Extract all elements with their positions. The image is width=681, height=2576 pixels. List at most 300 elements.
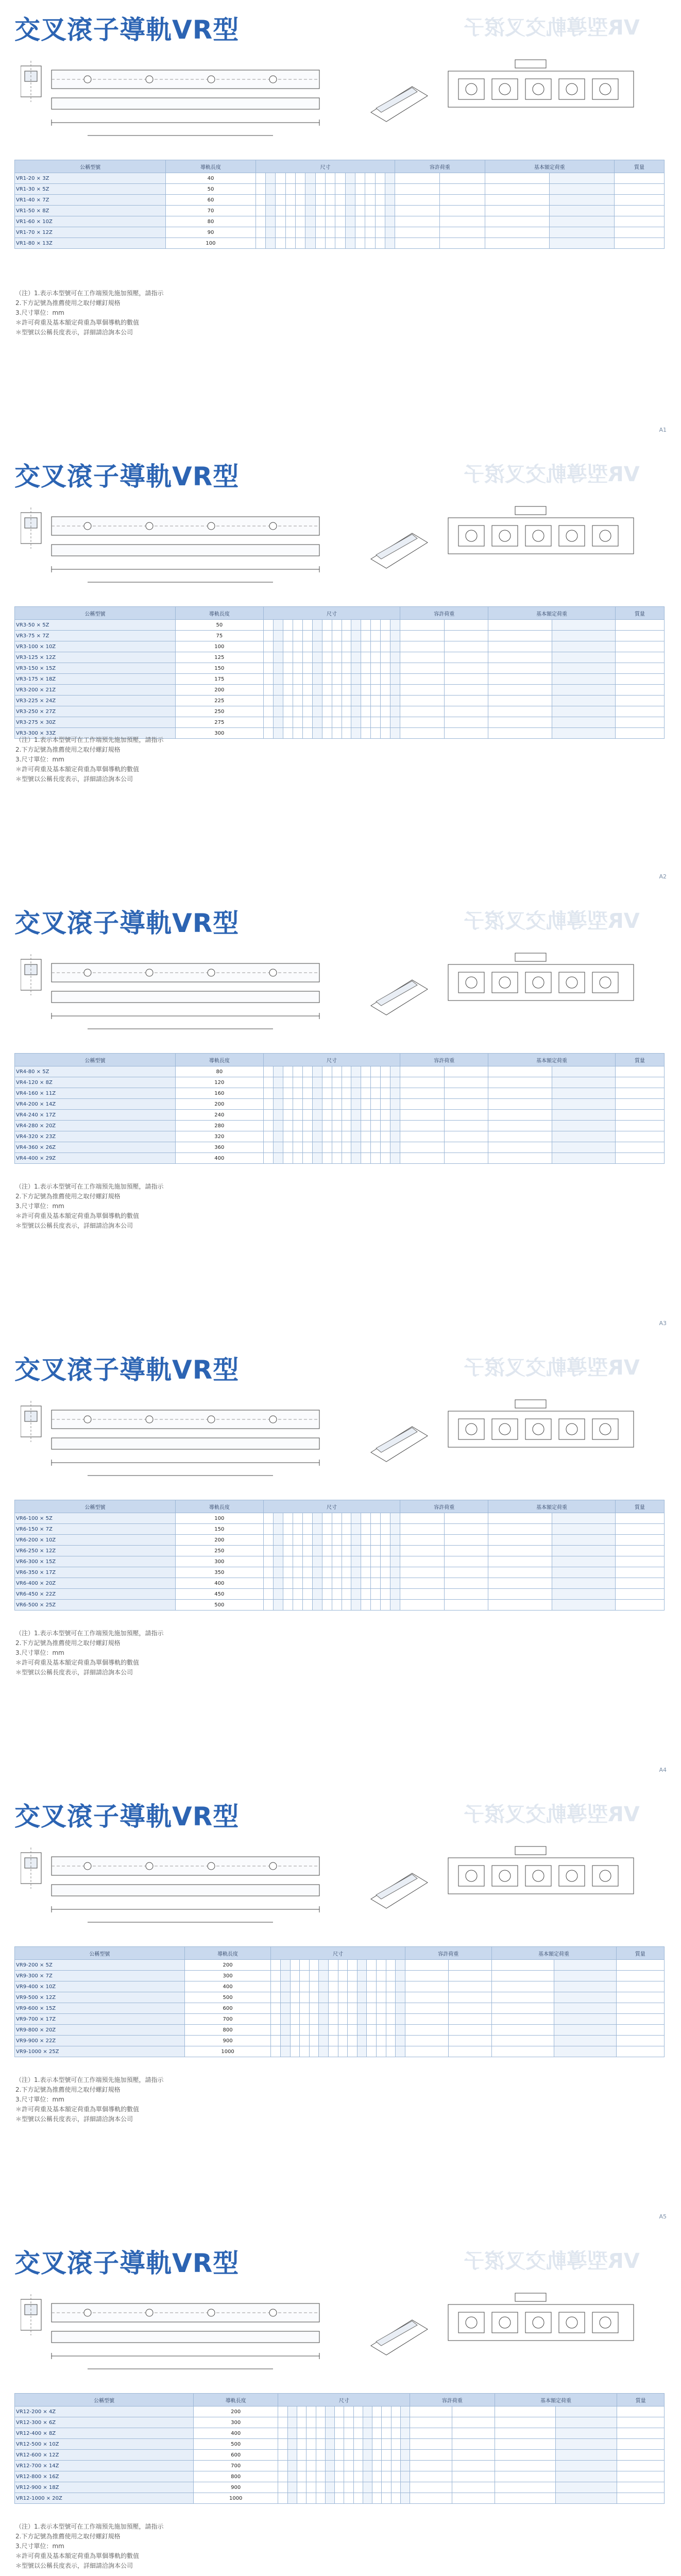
- model-cell: VR4-80 × 5Z: [15, 1066, 176, 1077]
- spec-cell: [332, 1513, 342, 1524]
- table-row: [15, 2025, 665, 2036]
- spec-cell: [363, 2471, 372, 2482]
- catalog-section: [0, 1787, 681, 2233]
- spec-cell: [400, 2493, 410, 2504]
- spec-cell: [615, 1535, 664, 1546]
- spec-cell: [335, 2450, 344, 2461]
- spec-cell: [293, 1524, 302, 1535]
- model-cell: VR6-250 × 12Z: [15, 1546, 176, 1556]
- page-number: A4: [659, 1767, 667, 1773]
- spec-cell: [390, 1535, 400, 1546]
- spec-cell: [400, 1546, 444, 1556]
- header-length: 導軌長度: [184, 1947, 271, 1960]
- model-cell: VR9-200 × 5Z: [15, 1960, 185, 1971]
- spec-cell: [293, 1546, 302, 1556]
- spec-cell: [332, 1578, 342, 1589]
- model-cell: VR1-40 × 7Z: [15, 195, 166, 206]
- spec-cell: [390, 1142, 400, 1153]
- table-row: [15, 1121, 665, 1131]
- note-line: 3.尺寸單位：mm: [15, 2096, 64, 2103]
- spec-cell: [312, 1088, 322, 1099]
- spec-cell: [357, 2046, 367, 2057]
- table-row: [15, 1524, 665, 1535]
- technical-drawings: [21, 2284, 665, 2387]
- spec-cell: [312, 1121, 322, 1131]
- spec-cell: [390, 1088, 400, 1099]
- spec-cell: [285, 184, 295, 195]
- spec-cell: [353, 2450, 363, 2461]
- spec-cell: [293, 1131, 302, 1142]
- spec-cell: [302, 1513, 312, 1524]
- spec-cell: [332, 1110, 342, 1121]
- spec-cell: [300, 2036, 310, 2046]
- header-model: 公稱型號: [15, 607, 176, 620]
- spec-cell: [293, 696, 302, 706]
- spec-cell: [297, 2428, 306, 2439]
- spec-cell: [307, 2482, 316, 2493]
- spec-cell: [342, 674, 351, 685]
- table-row: [15, 1513, 665, 1524]
- rail-iso-detail: [371, 980, 428, 1015]
- spec-cell: [276, 216, 285, 227]
- spec-cell: [377, 1971, 386, 1981]
- spec-cell: [312, 717, 322, 728]
- spec-cell: [444, 1535, 488, 1546]
- spec-cell: [319, 1971, 329, 1981]
- header-dims: 尺寸: [278, 2394, 410, 2406]
- table-row: [15, 195, 665, 206]
- spec-cell: [367, 2046, 377, 2057]
- spec-cell: [271, 2025, 281, 2036]
- spec-cell: [444, 1131, 488, 1142]
- spec-cell: [390, 1567, 400, 1578]
- spec-cell: [342, 1556, 351, 1567]
- spec-cell: [335, 2493, 344, 2504]
- spec-cell: [400, 1110, 444, 1121]
- section-title: 交叉滾子導軌VR型: [14, 908, 240, 938]
- model-cell: VR12-1000 × 20Z: [15, 2493, 194, 2504]
- model-cell: VR3-250 × 27Z: [15, 706, 176, 717]
- spec-cell: [552, 1110, 615, 1121]
- spec-cell: [256, 195, 265, 206]
- spec-cell: [312, 1077, 322, 1088]
- spec-cell: [278, 2461, 287, 2471]
- spec-cell: [382, 2461, 391, 2471]
- spec-cell: [361, 1142, 371, 1153]
- spec-cell: [363, 2482, 372, 2493]
- spec-cell: [554, 1971, 616, 1981]
- model-cell: VR1-30 × 5Z: [15, 184, 166, 195]
- spec-cell: [361, 1535, 371, 1546]
- spec-cell: [348, 2003, 357, 2014]
- table-row: [15, 1556, 665, 1567]
- table-row: [15, 1578, 665, 1589]
- spec-cell: [293, 1142, 302, 1153]
- spec-cell: [361, 1110, 371, 1121]
- spec-cell: [382, 2417, 391, 2428]
- note-line: 2.下方記號為推薦使用之取付螺釘規格: [15, 299, 121, 307]
- spec-cell: [361, 663, 371, 674]
- spec-cell: [335, 2461, 344, 2471]
- header-rating: 基本額定荷重: [485, 160, 615, 173]
- spec-cell: [616, 2014, 664, 2025]
- section-title: 交叉滾子導軌VR型: [14, 462, 240, 492]
- spec-cell: [444, 620, 488, 631]
- spec-cell: [351, 728, 361, 739]
- spec-cell: [332, 696, 342, 706]
- spec-cell: [315, 238, 325, 249]
- spec-cell: [375, 173, 385, 184]
- spec-cell: [312, 706, 322, 717]
- spec-cell: [312, 620, 322, 631]
- spec-cell: [400, 1556, 444, 1567]
- spec-cell: [371, 1546, 381, 1556]
- spec-cell: [488, 1099, 552, 1110]
- spec-cell: [375, 216, 385, 227]
- model-cell: VR1-50 × 8Z: [15, 206, 166, 216]
- spec-cell: [285, 206, 295, 216]
- spec-cell: [302, 1535, 312, 1546]
- spec-cell: [488, 1066, 552, 1077]
- spec-cell: [273, 663, 283, 674]
- spec-cell: [302, 663, 312, 674]
- spec-cell: [265, 184, 275, 195]
- spec-cell: [302, 685, 312, 696]
- spec-cell: [263, 620, 273, 631]
- header-rating: 基本額定荷重: [488, 1054, 616, 1066]
- spec-cell: [302, 1546, 312, 1556]
- spec-cell: [400, 2417, 410, 2428]
- spec-cell: [332, 674, 342, 685]
- spec-cell: [615, 717, 664, 728]
- spec-cell: [342, 1578, 351, 1589]
- spec-cell: [488, 1131, 552, 1142]
- catalog-section: [0, 0, 681, 447]
- spec-cell: [391, 2461, 400, 2471]
- header-load: 容許荷重: [400, 1054, 488, 1066]
- spec-cell: [390, 1131, 400, 1142]
- spec-cell: [283, 685, 293, 696]
- length-cell: 80: [175, 1066, 263, 1077]
- spec-cell: [396, 1981, 405, 1992]
- spec-cell: [307, 2471, 316, 2482]
- spec-cell: [381, 706, 390, 717]
- spec-cell: [273, 674, 283, 685]
- length-cell: 450: [175, 1589, 263, 1600]
- spec-cell: [361, 1121, 371, 1131]
- rail-iso-detail: [371, 87, 428, 122]
- length-cell: 240: [175, 1110, 263, 1121]
- spec-cell: [273, 1121, 283, 1131]
- spec-cell: [315, 184, 325, 195]
- spec-cell: [448, 1992, 491, 2003]
- roller-cage-drawing: [448, 1846, 634, 1894]
- spec-cell: [312, 1567, 322, 1578]
- spec-cell: [293, 1589, 302, 1600]
- spec-cell: [351, 1546, 361, 1556]
- spec-cell: [332, 1077, 342, 1088]
- spec-cell: [550, 206, 615, 216]
- spec-cell: [283, 1110, 293, 1121]
- spec-cell: [400, 717, 444, 728]
- spec-cell: [283, 1589, 293, 1600]
- spec-cell: [410, 2450, 452, 2461]
- spec-cell: [381, 620, 390, 631]
- spec-cell: [381, 641, 390, 652]
- spec-cell: [615, 663, 664, 674]
- spec-cell: [285, 195, 295, 206]
- spec-cell: [400, 620, 444, 631]
- spec-cell: [283, 1546, 293, 1556]
- model-cell: VR3-100 × 10Z: [15, 641, 176, 652]
- spec-cell: [329, 2003, 338, 2014]
- roller-cage-drawing: [448, 1400, 634, 1447]
- spec-cell: [371, 1567, 381, 1578]
- header-rating: 基本額定荷重: [488, 1500, 616, 1513]
- spec-cell: [302, 706, 312, 717]
- spec-cell: [283, 1535, 293, 1546]
- spec-cell: [371, 663, 381, 674]
- spec-cell: [382, 2428, 391, 2439]
- model-cell: VR3-300 × 33Z: [15, 728, 176, 739]
- spec-cell: [377, 1981, 386, 1992]
- spec-cell: [351, 1121, 361, 1131]
- spec-cell: [615, 1546, 664, 1556]
- spec-cell: [371, 1131, 381, 1142]
- spec-cell: [617, 2461, 665, 2471]
- spec-cell: [615, 620, 664, 631]
- note-line: （注）1.表示本型號可在工作端預先施加預壓，請指示: [15, 2076, 164, 2083]
- length-cell: 500: [193, 2439, 278, 2450]
- spec-cell: [615, 1513, 664, 1524]
- spec-cell: [351, 696, 361, 706]
- spec-cell: [488, 620, 552, 631]
- table-row: [15, 2406, 665, 2417]
- spec-cell: [488, 685, 552, 696]
- spec-cell: [285, 173, 295, 184]
- spec-cell: [280, 1981, 290, 1992]
- spec-cell: [385, 184, 395, 195]
- spec-cell: [256, 173, 265, 184]
- spec-cell: [283, 1088, 293, 1099]
- spec-cell: [410, 2439, 452, 2450]
- spec-cell: [485, 227, 550, 238]
- spec-cell: [322, 1153, 332, 1164]
- spec-cell: [302, 1099, 312, 1110]
- spec-cell: [371, 728, 381, 739]
- header-rating: 基本額定荷重: [491, 1947, 616, 1960]
- spec-cell: [390, 1066, 400, 1077]
- spec-cell: [444, 696, 488, 706]
- spec-cell: [400, 1077, 444, 1088]
- cross-section-drawing: [21, 1848, 41, 1889]
- spec-cell: [552, 674, 615, 685]
- cross-section-drawing: [21, 1401, 41, 1442]
- spec-cell: [400, 663, 444, 674]
- spec-cell: [395, 184, 440, 195]
- spec-cell: [325, 2482, 334, 2493]
- spec-cell: [485, 184, 550, 195]
- roller-cage-drawing: [448, 60, 634, 107]
- spec-cell: [322, 1066, 332, 1077]
- spec-cell: [491, 1981, 554, 1992]
- spec-cell: [391, 2482, 400, 2493]
- spec-cell: [615, 652, 664, 663]
- spec-cell: [322, 1121, 332, 1131]
- table-row: [15, 227, 665, 238]
- table-row: [15, 206, 665, 216]
- spec-cell: [329, 2046, 338, 2057]
- table-row: [15, 652, 665, 663]
- spec-cell: [617, 2406, 665, 2417]
- spec-cell: [357, 2025, 367, 2036]
- spec-cell: [615, 728, 664, 739]
- spec-cell: [265, 238, 275, 249]
- spec-cell: [283, 1578, 293, 1589]
- spec-table-body: [15, 1960, 665, 2057]
- spec-cell: [312, 1535, 322, 1546]
- spec-cell: [617, 2417, 665, 2428]
- spec-cell: [283, 620, 293, 631]
- model-cell: VR3-50 × 5Z: [15, 620, 176, 631]
- spec-cell: [351, 1589, 361, 1600]
- header-load: 容許荷重: [400, 1500, 488, 1513]
- spec-cell: [312, 652, 322, 663]
- spec-cell: [361, 1546, 371, 1556]
- spec-cell: [361, 631, 371, 641]
- spec-cell: [280, 2036, 290, 2046]
- spec-cell: [312, 674, 322, 685]
- spec-cell: [391, 2471, 400, 2482]
- spec-cell: [353, 2482, 363, 2493]
- spec-cell: [344, 2461, 353, 2471]
- spec-cell: [385, 195, 395, 206]
- spec-cell: [285, 227, 295, 238]
- spec-cell: [400, 1524, 444, 1535]
- note-line: 2.下方記號為推薦使用之取付螺釘規格: [15, 2533, 121, 2540]
- spec-cell: [302, 1153, 312, 1164]
- length-cell: 225: [175, 696, 263, 706]
- model-cell: VR4-280 × 20Z: [15, 1121, 176, 1131]
- spec-cell: [295, 195, 305, 206]
- spec-cell: [316, 2406, 325, 2417]
- model-cell: VR12-200 × 4Z: [15, 2406, 194, 2417]
- section-title: 交叉滾子導軌VR型: [14, 2248, 240, 2278]
- spec-cell: [278, 2493, 287, 2504]
- spec-cell: [552, 706, 615, 717]
- spec-cell: [300, 1981, 310, 1992]
- spec-cell: [357, 1981, 367, 1992]
- model-cell: VR9-300 × 7Z: [15, 1971, 185, 1981]
- spec-cell: [344, 2450, 353, 2461]
- spec-cell: [361, 1513, 371, 1524]
- spec-cell: [344, 2471, 353, 2482]
- spec-cell: [351, 1578, 361, 1589]
- table-row: [15, 1981, 665, 1992]
- spec-cell: [351, 1556, 361, 1567]
- spec-cell: [615, 1524, 664, 1535]
- header-mass: 質量: [616, 1947, 664, 1960]
- spec-cell: [377, 2036, 386, 2046]
- spec-cell: [405, 2036, 448, 2046]
- spec-cell: [322, 696, 332, 706]
- model-cell: VR9-700 × 17Z: [15, 2014, 185, 2025]
- spec-cell: [381, 717, 390, 728]
- spec-cell: [444, 717, 488, 728]
- table-row: [15, 631, 665, 641]
- spec-cell: [552, 1121, 615, 1131]
- spec-cell: [338, 1971, 348, 1981]
- spec-cell: [396, 1960, 405, 1971]
- spec-cell: [365, 195, 375, 206]
- spec-cell: [293, 674, 302, 685]
- model-cell: VR3-275 × 30Z: [15, 717, 176, 728]
- spec-cell: [390, 1578, 400, 1589]
- spec-cell: [440, 173, 485, 184]
- length-cell: 125: [175, 652, 263, 663]
- length-cell: 400: [175, 1153, 263, 1164]
- spec-cell: [400, 1131, 444, 1142]
- length-cell: 70: [166, 206, 256, 216]
- length-cell: 600: [193, 2450, 278, 2461]
- note-line: ＊許可荷重及基本額定荷重為單個導軌的數值: [15, 2106, 140, 2113]
- spec-cell: [325, 2428, 334, 2439]
- spec-cell: [263, 1556, 273, 1567]
- spec-cell: [363, 2439, 372, 2450]
- length-cell: 300: [193, 2417, 278, 2428]
- spec-cell: [309, 2046, 319, 2057]
- spec-cell: [452, 2471, 495, 2482]
- table-row: [15, 1153, 665, 1164]
- spec-cell: [295, 238, 305, 249]
- spec-cell: [263, 717, 273, 728]
- spec-cell: [265, 206, 275, 216]
- spec-cell: [300, 2025, 310, 2036]
- spec-cell: [444, 631, 488, 641]
- spec-cell: [444, 1066, 488, 1077]
- spec-cell: [381, 1600, 390, 1611]
- spec-cell: [361, 652, 371, 663]
- length-cell: 275: [175, 717, 263, 728]
- technical-drawings: [21, 1391, 665, 1494]
- spec-cell: [381, 1546, 390, 1556]
- spec-cell: [273, 1556, 283, 1567]
- spec-cell: [319, 2046, 329, 2057]
- spec-cell: [375, 206, 385, 216]
- spec-cell: [256, 238, 265, 249]
- spec-cell: [391, 2406, 400, 2417]
- spec-cell: [273, 1077, 283, 1088]
- model-cell: VR3-225 × 24Z: [15, 696, 176, 706]
- spec-cell: [365, 238, 375, 249]
- spec-cell: [355, 173, 365, 184]
- spec-cell: [335, 216, 345, 227]
- spec-cell: [615, 216, 665, 227]
- spec-cell: [273, 717, 283, 728]
- spec-cell: [293, 631, 302, 641]
- table-row: [15, 1992, 665, 2003]
- spec-cell: [283, 1121, 293, 1131]
- spec-cell: [302, 620, 312, 631]
- note-line: ＊許可荷重及基本額定荷重為單個導軌的數值: [15, 766, 140, 773]
- spec-cell: [400, 1121, 444, 1131]
- spec-cell: [322, 1513, 332, 1524]
- spec-cell: [283, 1099, 293, 1110]
- spec-cell: [297, 2450, 306, 2461]
- spec-cell: [325, 173, 335, 184]
- spec-cell: [617, 2439, 665, 2450]
- spec-cell: [372, 2450, 382, 2461]
